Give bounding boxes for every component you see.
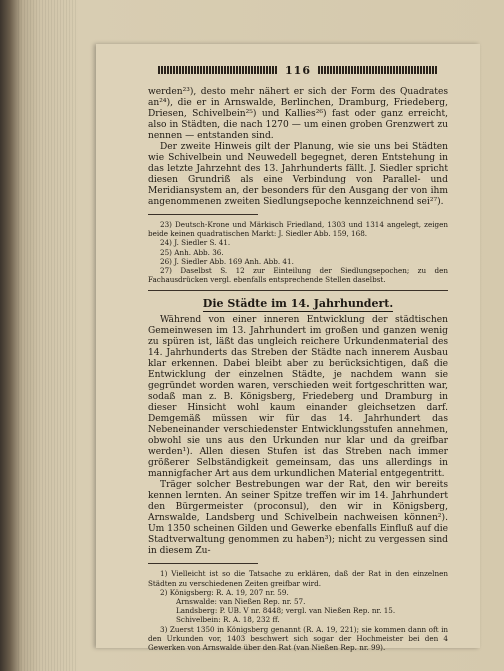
footnote-3 [148,625,448,653]
footnote-mark: 24) [160,238,172,248]
footnote-2-arnswalde: Arnswalde: van Nießen Rep. nr. 57. [176,597,306,607]
page-content [148,62,448,652]
footnote-2 [148,588,448,597]
header-rule-right [318,66,438,74]
footnote-separator [148,563,258,564]
section-heading-text: Die Städte im 14. Jahrhundert. [202,297,394,311]
footnote-text: Vielleicht ist so die Tatsache zu erklären, daß der Rat in den einzelnen Städten zu verschiedenen Zeiten greifbar wird. [148,569,448,588]
footnote-text: Anh. Abb. 36. [174,247,224,257]
footnote-1 [148,569,448,587]
footnote-separator [148,214,258,215]
footnote-text: Königsberg: R. A. 19, 207 nr. 59. [169,587,289,597]
paragraph-council: Träger solcher Bestrebungen war der Rat, den wir bereits kennen lernten. An seiner Spitze treffen wir im 14. Jahrhundert den Bürgermeister (proconsul), den wir in Königsberg, Arnswalde, Landsberg und Schivelbein nachweisen können²). Um 1350 scheinen Gilden und Gewerke ebenfalls Einfluß auf die Stadtverwaltung genommen zu haben³); nicht zu vergessen sind in diesem Zu- [148,480,448,557]
footnote-27 [148,266,448,284]
header-rule-left [158,66,278,74]
footnote-mark: 27) [160,266,172,276]
footnote-mark: 3) [160,624,168,634]
footnote-mark: 2) [160,587,168,597]
footnote-text: J. Siedler Abb. 169 Anh. Abb. 41. [174,256,294,266]
running-header [148,62,448,78]
footnotes-bottom [148,569,448,652]
footnote-23 [148,220,448,238]
page-number: 116 [285,63,311,77]
footnote-2-schivelbein: Schivelbein: R. A. 18, 232 ff. [176,615,280,625]
paragraph-planning: Der zweite Hinweis gilt der Planung, wie sie uns bei Städten wie Schivelbein und Neuwedell begegnet, deren Entstehung in das letzte Jahrzehnt des 13. Jahrhunderts fällt. J. Siedler spricht diesen Grundriß als eine Verbindung von Parallel- und Meridiansystem an, der besonders für den Ausgang der von ihm angenommenen zweiten Siedlungsepoche kennzeichnend sei²⁷). [148,142,448,207]
paragraph-development: Während von einer inneren Entwicklung der städtischen Gemeinwesen im 13. Jahrhundert im großen und ganzen wenig zu spüren ist, läßt das ungleich reichere Urkundenmaterial des 14. Jahrhunderts das Streben der Städte nach innerem Ausbau klar erkennen. Dabei bleibt aber zu berücksichtigen, daß die Entwicklung der einzelnen Städte, je nachdem wann sie gegründet worden waren, verschieden weit fortgeschritten war, sodaß man z. B. Königsberg, Friedeberg und Dramburg in dieser Hinsicht wohl kaum einander gleichsetzen darf. Demgemäß müssen wir für das 14. Jahrhundert das Nebeneinander verschiedenster Entwicklungsstufen annehmen, obwohl sie uns aus den Urkunden nur klar und da greifbar werden¹). Allen diesen Stufen ist das Streben nach immer größerer Selbständigkeit gemeinsam, das uns allerdings in mannigfacher Art aus dem urkundlichen Material entgegentritt. [148,315,448,480]
footnote-text: J. Siedler S. 41. [174,238,231,248]
section-separator [148,290,448,291]
footnote-text: Zuerst 1350 in Königsberg genannt (R. A. 19, 221); sie kommen dann oft in den Urkunden vor, 1403 beschwert sich sogar der Hochmeister bei den 4 Gewerken von Arnswalde über den Rat (van Nießen Rep. nr. 99). [148,624,448,653]
footnote-mark: 1) [160,569,168,579]
footnote-24 [148,238,448,247]
footnote-mark: 25) [160,247,172,257]
footnote-2-landsberg: Landsberg: P. UB. V nr. 8448; vergl. van Nießen Rep. nr. 15. [176,606,396,616]
page-edges [18,0,78,671]
footnote-26 [148,257,448,266]
footnote-text: Daselbst S. 12 zur Einteilung der Siedlungsepochen; zu den Fachausdrücken vergl. ebenfalls entsprechende Stellen daselbst. [148,266,448,285]
footnotes-top [148,220,448,284]
paragraph-continuation: werden²³), desto mehr nähert er sich der Form des Quadrates an²⁴), die er in Arnswalde, Berlinchen, Dramburg, Friedeberg, Driesen, Schivelbein²⁵) und Kallies²⁶) fast oder ganz erreicht, also in Städten, die nach 1270 — um einen groben Grenzwert zu nennen — entstanden sind. [148,87,448,141]
footnote-text: Deutsch-Krone und Märkisch Friedland, 1303 und 1314 angelegt, zeigen beide keinen quadratischen Markt: J. Siedler Abb. 159, 168. [148,220,448,239]
section-heading [148,297,448,310]
footnote-mark: 26) [160,256,172,266]
footnote-mark: 23) [160,220,172,229]
footnote-25 [148,248,448,257]
